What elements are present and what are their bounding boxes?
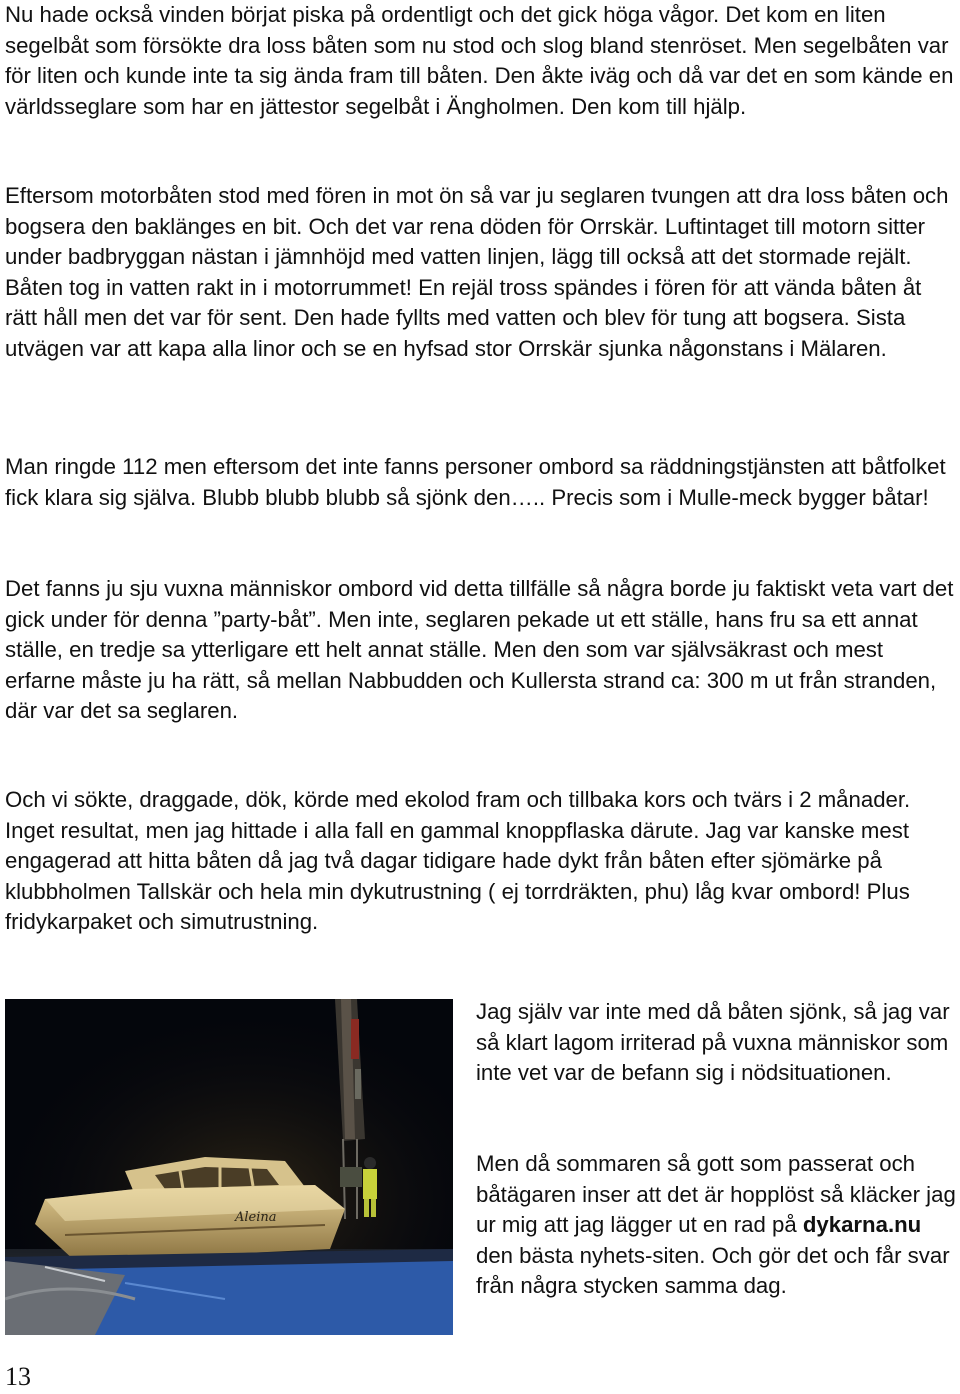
boat-salvage-photo: [5, 999, 453, 1335]
dykarna-link-text: dykarna.nu: [802, 1212, 922, 1237]
paragraph-wind-and-sailboat: Nu hade också vinden börjat piska på ordentligt och det gick höga vågor. Det kom en liten segelbåt som försökte dra loss båten som nu stod och slog bland stenröset. Men segelbåten var för liten och kunde inte ta sig ända fram till båten. Den åkte iväg och då var det en som kände en världsseglare som har en jättestor segelbåt i Ängholmen. Den kom till hjälp.: [5, 2, 954, 119]
salvage-barge: [5, 1249, 453, 1335]
side-paragraph-not-onboard: Jag själv var inte med då båten sjönk, så jag var så klart lagom irriterad på vuxna människor som inte vet var de befann sig i nödsituationen.: [476, 999, 950, 1085]
paragraph-towing-sinking: Eftersom motorbåten stod med fören in mot ön så var ju seglaren tvungen att dra loss båten och bogsera den baklänges en bit. Och det var rena döden för Orrskär. Luftintaget till motorn sitter under badbryggan nästan i jämnhöjd med vatten linjen, lägg till också att det stormade rejält. Båten tog in vatten rakt in i motorrummet! En rejäl tross spändes i fören för att vända båten åt rätt håll men det var för sent. Den hade fyllts med vatten och blev för tung att bogsera. Sista utvägen var att kapa alla linor och se en hyfsad stor Orrskär sjunka någonstans i Mälaren.: [5, 183, 949, 361]
side-paragraph-dykarna: [476, 1149, 956, 1302]
paragraph-search: Och vi sökte, draggade, dök, körde med ekolod fram och tillbaka kors och tvärs i 2 månader. Inget resultat, men jag hittade i alla fall en gammal knoppflaska därute. Jag var kanske mest engagerad att hitta båten då jag två dagar tidigare hade dykt från båten efter sjömärke på klubbholmen Tallskär och hela min dykutrustning ( ej torrdräkten, phu) låg kvar ombord! Plus fridykarpaket och simutrustning.: [5, 787, 911, 934]
boat-name-label: Aleina: [235, 1210, 277, 1225]
side-text-before: Men då sommaren så gott som passerat och båtägaren inser att det är hopplöst så kläcker jag ur mig att jag lägger ut en rad på: [476, 1151, 956, 1237]
paragraph-rescue-call: Man ringde 112 men eftersom det inte fanns personer ombord sa räddningstjänsten att båtfolket fick klara sig själva. Blubb blubb blubb så sjönk den….. Precis som i Mulle-meck bygger båtar!: [5, 454, 946, 510]
page-number: 13: [5, 1362, 31, 1391]
paragraph-seven-adults: Det fanns ju sju vuxna människor ombord vid detta tillfälle så några borde ju faktiskt veta vart det gick under för denna ”party-båt”. Men inte, seglaren pekade ut ett ställe, hans fru sa ett annat ställe, en tredje sa ytterligare ett helt annat ställe. Men den som var självsäkrast och mest erfarne måste ju ha rätt, så mellan Nabbudden och Kullersta strand ca: 300 m ut från stranden, där var det sa seglaren.: [5, 576, 954, 723]
side-text-after: den bästa nyhets-siten. Och gör det och får svar från några stycken samma dag.: [476, 1242, 950, 1298]
boat-salvage-illustration: [5, 999, 453, 1335]
